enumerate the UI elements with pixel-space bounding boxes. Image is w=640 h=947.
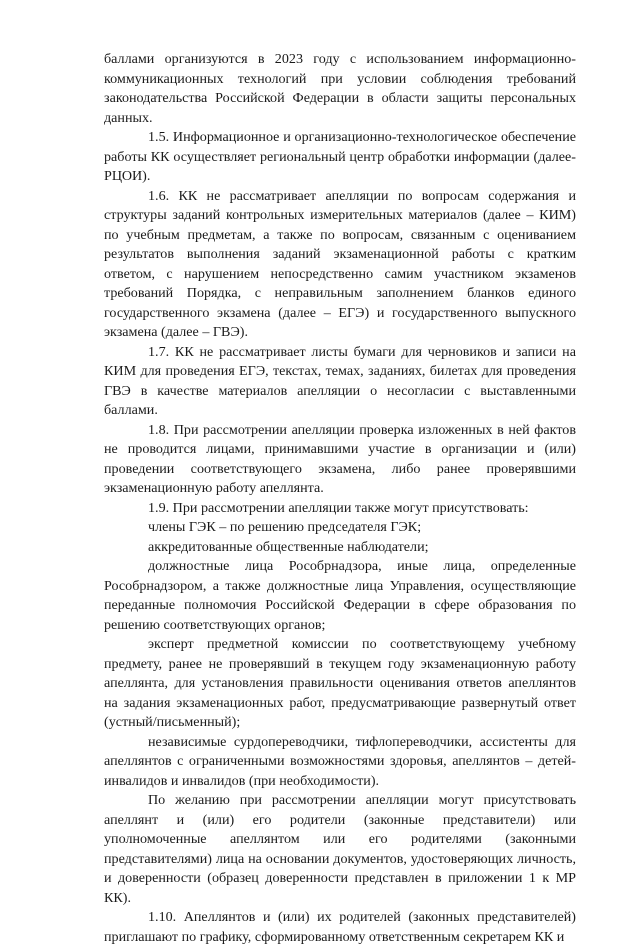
text-line: ГВЭ в качестве материалов апелляции о несогласии с выставленными — [104, 382, 576, 402]
document-page — [104, 50, 576, 947]
paragraph — [104, 128, 576, 187]
text-line: по учебным предметам, а также по вопросам, связанным с оцениванием — [104, 226, 576, 246]
text-line: 1.5. Информационное и организационно-технологическое обеспечение — [104, 128, 576, 148]
text-line: По желанию при рассмотрении апелляции могут присутствовать — [104, 791, 576, 811]
text-line: экзаменационную работу апеллянта. — [104, 479, 576, 499]
text-line: законодательства Российской Федерации в области защиты персональных — [104, 89, 576, 109]
paragraph — [104, 343, 576, 421]
text-line: 1.10. Апеллянтов и (или) их родителей (законных представителей) — [104, 908, 576, 928]
text-line: 1.6. КК не рассматривает апелляции по вопросам содержания и — [104, 187, 576, 207]
text-line: структуры заданий контрольных измерительных материалов (далее – КИМ) — [104, 206, 576, 226]
text-line: проведении соответствующего экзамена, либо ранее проверявшими — [104, 460, 576, 480]
text-line: члены ГЭК – по решению председателя ГЭК; — [104, 518, 576, 538]
text-line: приглашают по графику, сформированному ответственным секретарем КК и — [104, 928, 576, 947]
text-line: не проводится лицами, принимавшими участие в организации и (или) — [104, 440, 576, 460]
text-line: уполномоченные апеллянтом или его родителями (законными — [104, 830, 576, 850]
paragraph — [104, 518, 576, 538]
paragraph — [104, 421, 576, 499]
paragraph — [104, 791, 576, 908]
text-line: должностные лица Рособрнадзора, иные лица, определенные — [104, 557, 576, 577]
paragraph — [104, 538, 576, 558]
paragraph — [104, 499, 576, 519]
text-line: инвалидов и инвалидов (при необходимости). — [104, 772, 576, 792]
paragraph — [104, 908, 576, 947]
text-line: КК). — [104, 889, 576, 909]
text-line: представителями) лица на основании документов, удостоверяющих личность, — [104, 850, 576, 870]
paragraph — [104, 187, 576, 343]
text-line: государственного экзамена (далее – ЕГЭ) и государственного выпускного — [104, 304, 576, 324]
text-line: 1.8. При рассмотрении апелляции проверка изложенных в ней фактов — [104, 421, 576, 441]
paragraph — [104, 635, 576, 733]
text-line: на задания экзаменационных работ, предусматривающие развернутый ответ — [104, 694, 576, 714]
text-line: требований Порядка, с неправильным заполнением бланков единого — [104, 284, 576, 304]
text-line: КИМ для проведения ЕГЭ, текстах, темах, заданиях, билетах для проведения — [104, 362, 576, 382]
paragraph — [104, 733, 576, 792]
text-line: апеллянт и (или) его родители (законные представители) или — [104, 811, 576, 831]
text-line: независимые сурдопереводчики, тифлопереводчики, ассистенты для — [104, 733, 576, 753]
text-line: экзамена (далее – ГВЭ). — [104, 323, 576, 343]
text-line: апеллянта, для установления правильности оценивания ответов апеллянтов — [104, 674, 576, 694]
text-line: переданные полномочия Российской Федерации в сфере образования по — [104, 596, 576, 616]
text-line: коммуникационных технологий при условии соблюдения требований — [104, 70, 576, 90]
text-line: работы КК осуществляет региональный центр обработки информации (далее- — [104, 148, 576, 168]
text-line: апеллянтов с ограниченными возможностями здоровья, апеллянтов – детей- — [104, 752, 576, 772]
text-line: 1.9. При рассмотрении апелляции также могут присутствовать: — [104, 499, 576, 519]
text-line: эксперт предметной комиссии по соответствующему учебному — [104, 635, 576, 655]
text-line: 1.7. КК не рассматривает листы бумаги для черновиков и записи на — [104, 343, 576, 363]
text-line: Рособрнадзором, а также должностные лица Управления, осуществляющие — [104, 577, 576, 597]
text-line: (устный/письменный); — [104, 713, 576, 733]
paragraph — [104, 557, 576, 635]
paragraph — [104, 50, 576, 128]
text-line: данных. — [104, 109, 576, 129]
text-line: решению соответствующих органов; — [104, 616, 576, 636]
text-line: предмету, ранее не проверявший в текущем году экзаменационную работу — [104, 655, 576, 675]
text-line: аккредитованные общественные наблюдатели; — [104, 538, 576, 558]
text-line: баллами организуются в 2023 году с использованием информационно- — [104, 50, 576, 70]
text-line: баллами. — [104, 401, 576, 421]
text-line: и доверенности (образец доверенности представлен в приложении 1 к МР — [104, 869, 576, 889]
text-line: результатов выполнения заданий экзаменационной работы с кратким — [104, 245, 576, 265]
text-line: ответом, с нарушением непосредственно самим участником экзаменов — [104, 265, 576, 285]
text-line: РЦОИ). — [104, 167, 576, 187]
